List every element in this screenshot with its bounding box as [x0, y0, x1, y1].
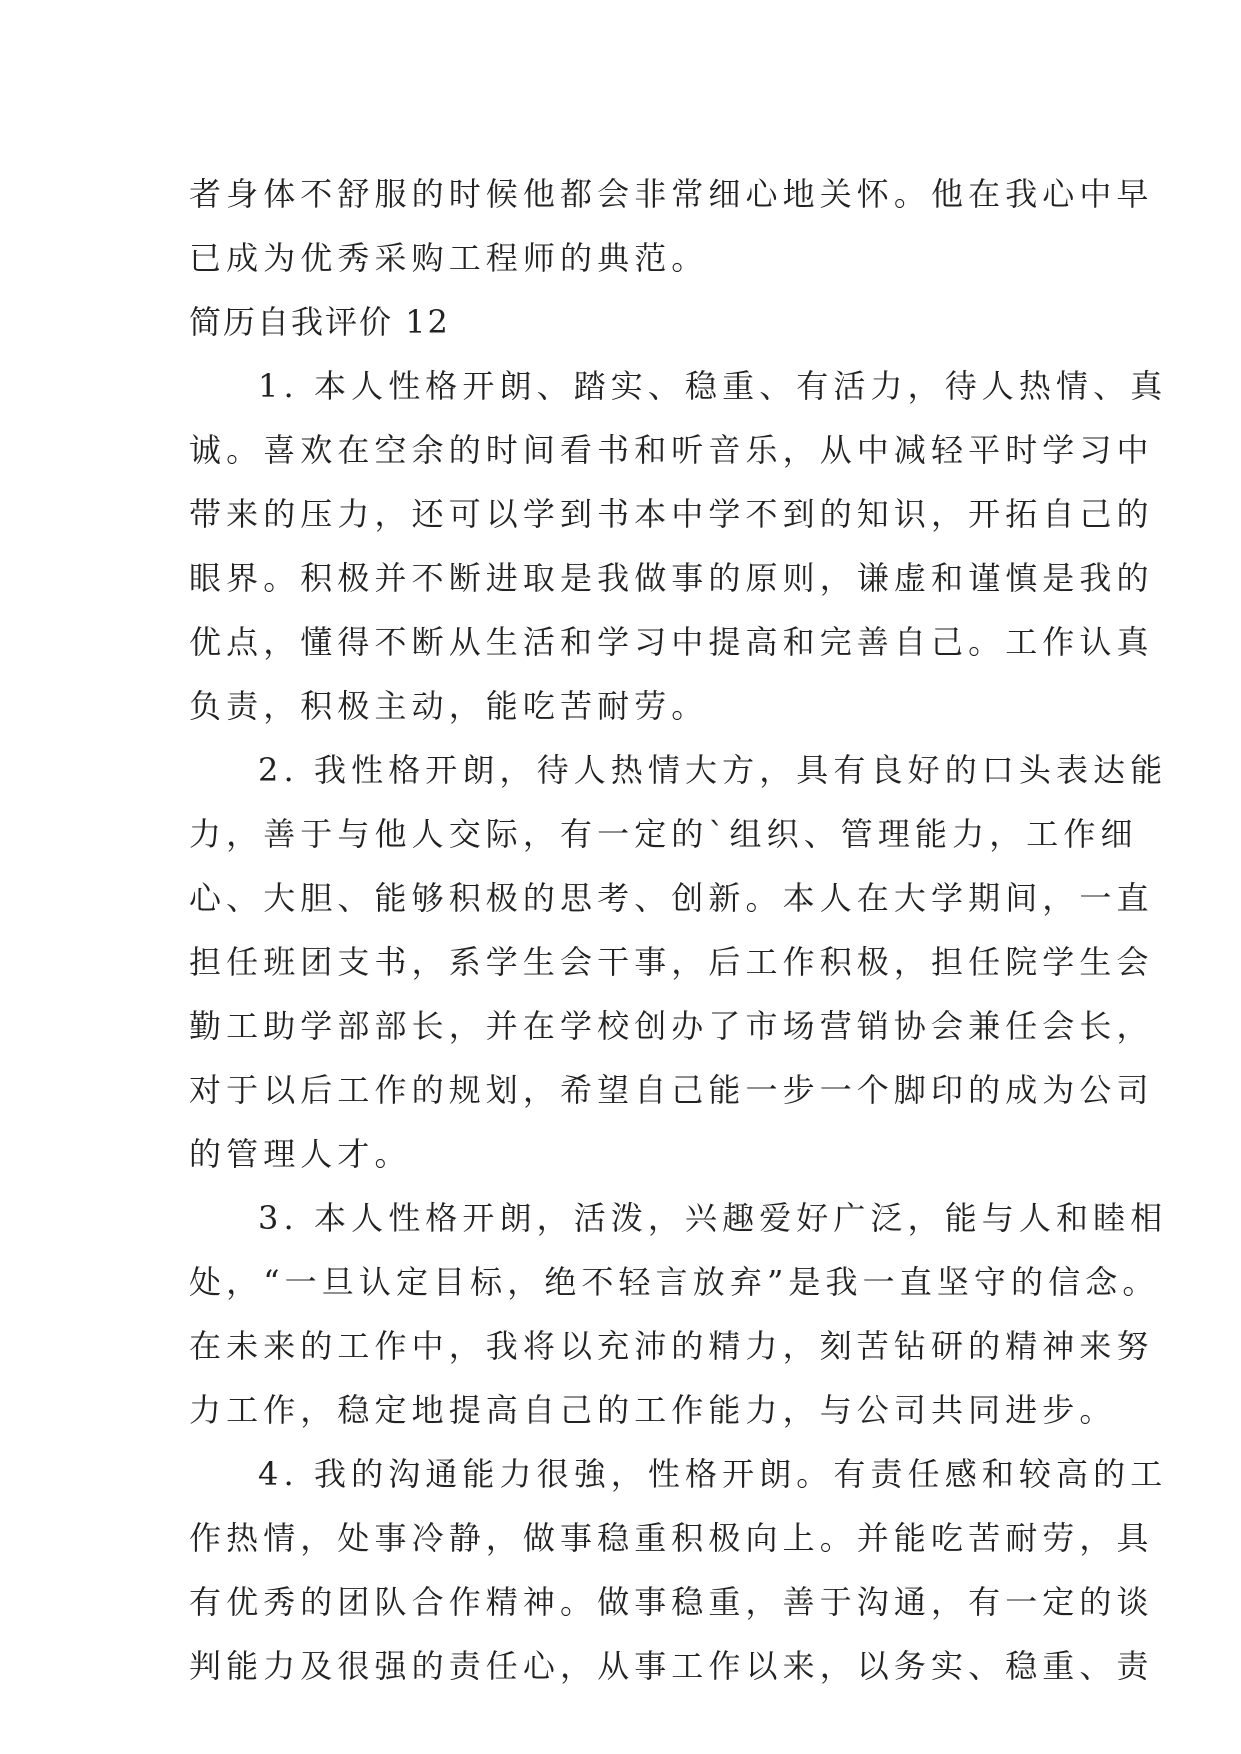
- paragraph-start-line: 2. 我性格开朗，待人热情大方，具有良好的口头表达能: [258, 751, 1168, 789]
- text-line: 作热情，处事冷静，做事稳重积极向上。并能吃苦耐劳，具: [189, 1519, 1154, 1557]
- paragraph-start-line: 4. 我的沟通能力很強，性格开朗。有责任感和较高的工: [258, 1455, 1168, 1493]
- text-line: 优点，懂得不断从生活和学习中提高和完善自己。工作认真: [189, 623, 1154, 661]
- text-line: 力工作，稳定地提高自己的工作能力，与公司共同进步。: [189, 1391, 1117, 1429]
- text-line: 力，善于与他人交际，有一定的`组织、管理能力，工作细: [189, 815, 1138, 853]
- text-line: 带来的压力，还可以学到书本中学不到的知识，开拓自己的: [189, 495, 1154, 533]
- text-line: 者身体不舒服的时候他都会非常细心地关怀。他在我心中早: [189, 175, 1154, 213]
- text-line: 心、大胆、能够积极的思考、创新。本人在大学期间，一直: [189, 879, 1154, 917]
- text-line: 负责，积极主动，能吃苦耐劳。: [189, 687, 709, 725]
- text-line: 已成为优秀采购工程师的典范。: [189, 239, 709, 277]
- text-line: 处，“一旦认定目标，绝不轻言放弃”是我一直坚守的信念。: [189, 1263, 1160, 1301]
- text-line: 眼界。积极并不断进取是我做事的原则，谦虚和谨慎是我的: [189, 559, 1154, 597]
- document-body: [189, 162, 1168, 1698]
- text-line: 判能力及很强的责任心，从事工作以来，以务实、稳重、责: [189, 1647, 1154, 1685]
- text-line: 对于以后工作的规划，希望自己能一步一个脚印的成为公司: [189, 1071, 1154, 1109]
- text-line: 的管理人才。: [189, 1135, 412, 1173]
- text-line: 有优秀的团队合作精神。做事稳重，善于沟通，有一定的谈: [189, 1583, 1154, 1621]
- text-line: 在未来的工作中，我将以充沛的精力，刻苦钻研的精神来努: [189, 1327, 1154, 1365]
- section-heading: 简历自我评价 12: [189, 303, 450, 341]
- paragraph-start-line: 1. 本人性格开朗、踏实、稳重、有活力，待人热情、真: [258, 367, 1168, 405]
- paragraph-start-line: 3. 本人性格开朗，活泼，兴趣爱好广泛，能与人和睦相: [258, 1199, 1168, 1237]
- text-line: 勤工助学部部长，并在学校创办了市场营销协会兼任会长，: [189, 1007, 1154, 1045]
- text-line: 诚。喜欢在空余的时间看书和听音乐，从中减轻平时学习中: [189, 431, 1154, 469]
- text-line: 担任班团支书，系学生会干事，后工作积极，担任院学生会: [189, 943, 1154, 981]
